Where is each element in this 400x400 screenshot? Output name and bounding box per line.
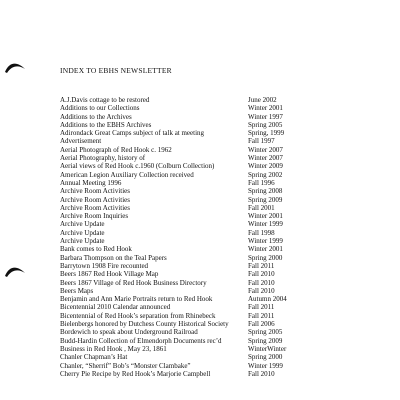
entry-date: Fall 1997 <box>248 137 275 146</box>
entry-date: Spring, 1999 <box>248 129 285 138</box>
entry-text: Beers 1867 Village of Red Hook Business Directory <box>60 278 207 287</box>
entry-date: Fall 2010 <box>248 278 275 287</box>
index-entry <box>60 262 390 270</box>
index-entry <box>60 179 390 187</box>
entry-date: Fall 2010 <box>248 286 275 295</box>
entry-date: Winter 1999 <box>248 237 283 246</box>
entry-text: Aerial Photograph of Red Hook c. 1962 <box>60 145 172 154</box>
index-entry <box>60 337 390 345</box>
index-entry <box>60 104 390 112</box>
entry-text: Archive Room Activities <box>60 203 130 212</box>
entry-text: Chanler Chapman’s Hat <box>60 353 128 362</box>
entry-date: Fall 2010 <box>248 270 275 279</box>
entry-text: American Legion Auxiliary Collection received <box>60 170 194 179</box>
index-entry <box>60 362 390 370</box>
index-entry <box>60 171 390 179</box>
punch-hole-mark-icon <box>3 60 27 76</box>
entry-text: Annual Meeting 1996 <box>60 178 122 187</box>
entry-date: Winter 2009 <box>248 162 283 171</box>
entry-text: Business in Red Hook , May 23, 1861 <box>60 344 167 353</box>
entry-text: Additions to our Collections <box>60 104 140 113</box>
index-entry <box>60 229 390 237</box>
index-entry <box>60 295 390 303</box>
entry-text: Bielenbergs honored by Dutchess County Historical Society <box>60 320 229 329</box>
entry-date: Winter 1999 <box>248 220 283 229</box>
entry-date: June 2002 <box>248 96 277 104</box>
entry-text: Budd-Hardin Collection of Elmendorph Documents rec’d <box>60 336 222 345</box>
index-entry <box>60 303 390 311</box>
entry-date: Spring 2008 <box>248 187 283 196</box>
index-entry <box>60 245 390 253</box>
index-entry <box>60 154 390 162</box>
index-entry <box>60 370 390 378</box>
entry-text: Archive Room Inquiries <box>60 212 129 221</box>
index-entry <box>60 254 390 262</box>
entry-text: Bicentennial 2010 Calendar announced <box>60 303 171 312</box>
entry-date: Spring 2009 <box>248 195 283 204</box>
entry-date: Fall 1996 <box>248 178 275 187</box>
entry-date: Fall 2011 <box>248 303 275 312</box>
index-entry <box>60 353 390 361</box>
entry-date: Autumn 2004 <box>248 295 287 304</box>
entry-date: Fall 2011 <box>248 311 275 320</box>
entry-text: Additions to the Archives <box>60 112 132 121</box>
entry-text: Chanler, “Sherrif” Bob’s “Monster Clambake” <box>60 361 191 370</box>
entry-text: Beers 1867 Red Hook Village Map <box>60 270 159 279</box>
entry-date: Winter 2001 <box>248 212 283 221</box>
index-entry <box>60 162 390 170</box>
entry-date: Fall 2010 <box>248 369 275 378</box>
document-title: INDEX TO EBHS NEWSLETTER <box>60 66 172 75</box>
entry-date: Winter 1997 <box>248 112 283 121</box>
entry-text: Archive Update <box>60 228 105 237</box>
entry-date: Fall 2011 <box>248 261 275 270</box>
index-entry <box>60 204 390 212</box>
entry-text: Archive Update <box>60 237 105 246</box>
entry-text: Barrytown 1908 Fire recounted <box>60 261 149 270</box>
entry-text: A.J.Davis cottage to be restored <box>60 96 150 104</box>
entry-text: Advertisement <box>60 137 102 146</box>
entry-text: Bicentennial of Red Hook’s separation from Rhinebeck <box>60 311 216 320</box>
index-entry <box>60 328 390 336</box>
entry-date: Winter 2001 <box>248 245 283 254</box>
entry-date: Fall 1998 <box>248 228 275 237</box>
index-entry <box>60 220 390 228</box>
entry-text: Archive Room Activities <box>60 195 130 204</box>
index-entry <box>60 287 390 295</box>
entry-date: WinterWinter <box>248 344 287 353</box>
entry-date: Spring 2009 <box>248 336 283 345</box>
entry-text: Bordewich to speak about Underground Railroad <box>60 328 198 337</box>
index-entry <box>60 137 390 145</box>
entry-date: Winter 2007 <box>248 145 283 154</box>
entry-text: Aerial Photography, history of <box>60 154 146 163</box>
index-entry <box>60 212 390 220</box>
index-entry <box>60 312 390 320</box>
entry-date: Winter 2007 <box>248 154 283 163</box>
entry-date: Winter 1999 <box>248 361 283 370</box>
entry-date: Spring 2005 <box>248 120 283 129</box>
entry-date: Spring 2000 <box>248 253 283 262</box>
index-list <box>60 96 390 378</box>
index-entry <box>60 187 390 195</box>
entry-text: Cherry Pie Recipe by Red Hook’s Marjorie Campbell <box>60 369 211 378</box>
index-entry <box>60 270 390 278</box>
index-entry <box>60 96 390 104</box>
entry-text: Bank comes to Red Hook <box>60 245 132 254</box>
index-entry <box>60 146 390 154</box>
index-entry <box>60 345 390 353</box>
index-entry <box>60 237 390 245</box>
entry-text: Additions to the EBHS Archives <box>60 120 152 129</box>
entry-text: Archive Room Activities <box>60 187 130 196</box>
index-entry <box>60 113 390 121</box>
entry-date: Spring 2002 <box>248 170 283 179</box>
entry-text: Aerial views of Red Hook c.1960 (Colburn Collection) <box>60 162 215 171</box>
entry-date: Fall 2001 <box>248 203 275 212</box>
index-entry <box>60 279 390 287</box>
index-entry <box>60 121 390 129</box>
index-entry <box>60 129 390 137</box>
entry-date: Spring 2000 <box>248 353 283 362</box>
entry-text: Benjamin and Ann Marie Portraits return to Red Hook <box>60 295 213 304</box>
entry-text: Adirondack Great Camps subject of talk at meeting <box>60 129 205 138</box>
entry-text: Barbara Thompson on the Teal Papers <box>60 253 167 262</box>
entry-date: Winter 2001 <box>248 104 283 113</box>
entry-text: Archive Update <box>60 220 105 229</box>
entry-date: Fall 2006 <box>248 320 275 329</box>
entry-date: Spring 2005 <box>248 328 283 337</box>
punch-hole-mark-icon <box>3 264 27 280</box>
index-entry <box>60 320 390 328</box>
entry-text: Beers Maps <box>60 286 94 295</box>
index-entry <box>60 196 390 204</box>
